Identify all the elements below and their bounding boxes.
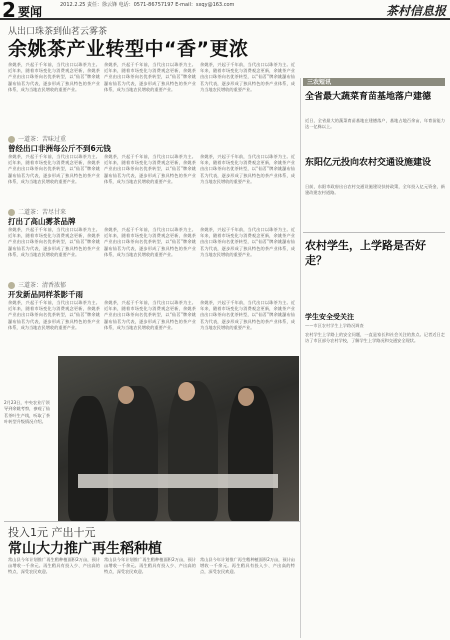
brief-title-2: 东阳亿元投向农村交通设施建设 xyxy=(305,158,432,168)
subhead-2: 二道茶：苦尽甘来 打出了高山雾茶品牌 xyxy=(8,209,76,226)
section1-col3: 余姚茶，兴起于千年前，当代出口以珠茶为主。近年来，随着市场变化与消费观念更新，余姚茶产业由出口珠茶向名优茶转型，以“仙茗”牌余姚瀑布仙茗为代表，逐步形成了独具特色的茶产业体系，成为当地农民增收的重要产业。 xyxy=(200,154,295,184)
subhead-3: 三道茶：清香浓郁 开发新品同样茶影千雨 xyxy=(8,282,83,299)
feature-subtitle: 学生安全受关注 xyxy=(305,313,354,321)
news-brief-box xyxy=(303,78,445,86)
page-header xyxy=(0,0,450,20)
lead-body-col3: 余姚茶，兴起于千年前，当代出口以珠茶为主。近年来，随着市场变化与消费观念更新，余姚茶产业由出口珠茶向名优茶转型，以“仙茗”牌余姚瀑布仙茗为代表，逐步形成了独具特色的茶产业体系，成为当地农民增收的重要产业。 xyxy=(200,62,295,92)
section3-col1: 余姚茶，兴起于千年前，当代出口以珠茶为主。近年来，随着市场变化与消费观念更新，余姚茶产业由出口珠茶向名优茶转型，以“仙茗”牌余姚瀑布仙茗为代表，逐步形成了独具特色的茶产业体系，成为当地农民增收的重要产业。 xyxy=(8,300,100,330)
section1-col2: 余姚茶，兴起于千年前，当代出口以珠茶为主。近年来，随着市场变化与消费观念更新，余姚茶产业由出口珠茶向名优茶转型，以“仙茗”牌余姚瀑布仙茗为代表，逐步形成了独具特色的茶产业体系，成为当地农民增收的重要产业。 xyxy=(104,154,196,184)
section2-col2: 余姚茶，兴起于千年前，当代出口以珠茶为主。近年来，随着市场变化与消费观念更新，余姚茶产业由出口珠茶向名优茶转型，以“仙茗”牌余姚瀑布仙茗为代表，逐步形成了独具特色的茶产业体系，成为当地农民增收的重要产业。 xyxy=(104,227,196,257)
subhead-1-title: 曾经出口非洲每公斤不到6元钱 xyxy=(8,144,111,153)
brief-body-1: 近日，全省最大的蔬菜育苗基地在建德落户，基地占地百余亩，年育苗能力达一亿株以上。 xyxy=(305,118,445,130)
subhead-1: 一道茶：苦味过重 曾经出口非洲每公斤不到6元钱 xyxy=(8,136,111,153)
lead-body-col1: 余姚茶，兴起于千年前，当代出口以珠茶为主。近年来，随着市场变化与消费观念更新，余姚茶产业由出口珠茶向名优茶转型，以“仙茗”牌余姚瀑布仙茗为代表，逐步形成了独具特色的茶产业体系，成为当地农民增收的重要产业。 xyxy=(8,62,100,92)
lead-title: 余姚茶产业转型中“香”更浓 xyxy=(8,38,249,60)
divider xyxy=(303,232,445,233)
photo-caption: 2月23日，中央农业厅领导到余姚考察，参观了仙茗茶叶生产线，听取了茶叶转型升级情况介绍。 xyxy=(4,400,51,425)
subhead-2-title: 打出了高山雾茶品牌 xyxy=(8,217,76,226)
subhead-3-title: 开发新品同样茶影千雨 xyxy=(8,290,83,299)
newspaper-brand: 茶村信息报 xyxy=(385,4,446,18)
brief-body-2: 日前，东阳市政府出台农村交通设施建设扶持政策，全年投入亿元资金，新建改建农村道路。 xyxy=(305,184,445,196)
divider xyxy=(4,521,300,522)
bottom-body-col1: 常山县今年计划推广再生稻种植面积2万亩，预计亩增收一千余元。再生稻具有投入少、产出高的特点，深受农民欢迎。 xyxy=(8,557,100,575)
header-meta: 2012.2.25 责任：徐云锋 电话：0571-86757197 E-mail：sxqy@163.com xyxy=(60,2,235,8)
lead-kicker: 从出口珠茶到仙茗云雾茶 xyxy=(8,27,108,37)
brief-title-1: 全省最大蔬菜育苗基地落户建德 xyxy=(305,92,432,102)
bottom-body-col2: 常山县今年计划推广再生稻种植面积2万亩，预计亩增收一千余元。再生稻具有投入少、产出高的特点，深受农民欢迎。 xyxy=(104,557,196,575)
section3-col2: 余姚茶，兴起于千年前，当代出口以珠茶为主。近年来，随着市场变化与消费观念更新，余姚茶产业由出口珠茶向名优茶转型，以“仙茗”牌余姚瀑布仙茗为代表，逐步形成了独具特色的茶产业体系，成为当地农民增收的重要产业。 xyxy=(104,300,196,330)
tea-dot-icon xyxy=(8,282,15,289)
feature-title: 农村学生，上学路是否好走？ xyxy=(305,239,426,267)
feature-body: 农村学生上学路上的安全问题，一直是家长和社会关注的焦点。记者近日走访了市区部分农村学校，了解学生上学路况和交通安全现状。 xyxy=(305,332,445,344)
section-name: 要闻 xyxy=(18,5,43,19)
bottom-kicker: 投入1元 产出十元 xyxy=(8,526,96,539)
section2-col1: 余姚茶，兴起于千年前，当代出口以珠茶为主。近年来，随着市场变化与消费观念更新，余姚茶产业由出口珠茶向名优茶转型，以“仙茗”牌余姚瀑布仙茗为代表，逐步形成了独具特色的茶产业体系，成为当地农民增收的重要产业。 xyxy=(8,227,100,257)
bottom-body-col3: 常山县今年计划推广再生稻种植面积2万亩，预计亩增收一千余元。再生稻具有投入少、产出高的特点，深受农民欢迎。 xyxy=(200,557,295,575)
tea-dot-icon xyxy=(8,136,15,143)
lead-body-col2: 余姚茶，兴起于千年前，当代出口以珠茶为主。近年来，随着市场变化与消费观念更新，余姚茶产业由出口珠茶向名优茶转型，以“仙茗”牌余姚瀑布仙茗为代表，逐步形成了独具特色的茶产业体系，成为当地农民增收的重要产业。 xyxy=(104,62,196,92)
tea-dot-icon xyxy=(8,209,15,216)
feature-subtitle-2: ——市区农村学生上学路况调查 xyxy=(305,323,364,328)
section1-col1: 余姚茶，兴起于千年前，当代出口以珠茶为主。近年来，随着市场变化与消费观念更新，余姚茶产业由出口珠茶向名优茶转型，以“仙茗”牌余姚瀑布仙茗为代表，逐步形成了独具特色的茶产业体系，成为当地农民增收的重要产业。 xyxy=(8,154,100,184)
news-photo xyxy=(58,356,299,521)
bottom-title: 常山大力推广再生稻种植 xyxy=(8,541,162,557)
news-brief-label: 三农短讯 xyxy=(307,79,332,86)
section3-col3: 余姚茶，兴起于千年前，当代出口以珠茶为主。近年来，随着市场变化与消费观念更新，余姚茶产业由出口珠茶向名优茶转型，以“仙茗”牌余姚瀑布仙茗为代表，逐步形成了独具特色的茶产业体系，成为当地农民增收的重要产业。 xyxy=(200,300,295,330)
column-divider xyxy=(300,78,301,638)
section2-col3: 余姚茶，兴起于千年前，当代出口以珠茶为主。近年来，随着市场变化与消费观念更新，余姚茶产业由出口珠茶向名优茶转型，以“仙茗”牌余姚瀑布仙茗为代表，逐步形成了独具特色的茶产业体系，成为当地农民增收的重要产业。 xyxy=(200,227,295,257)
page-number: 2 xyxy=(2,0,16,22)
